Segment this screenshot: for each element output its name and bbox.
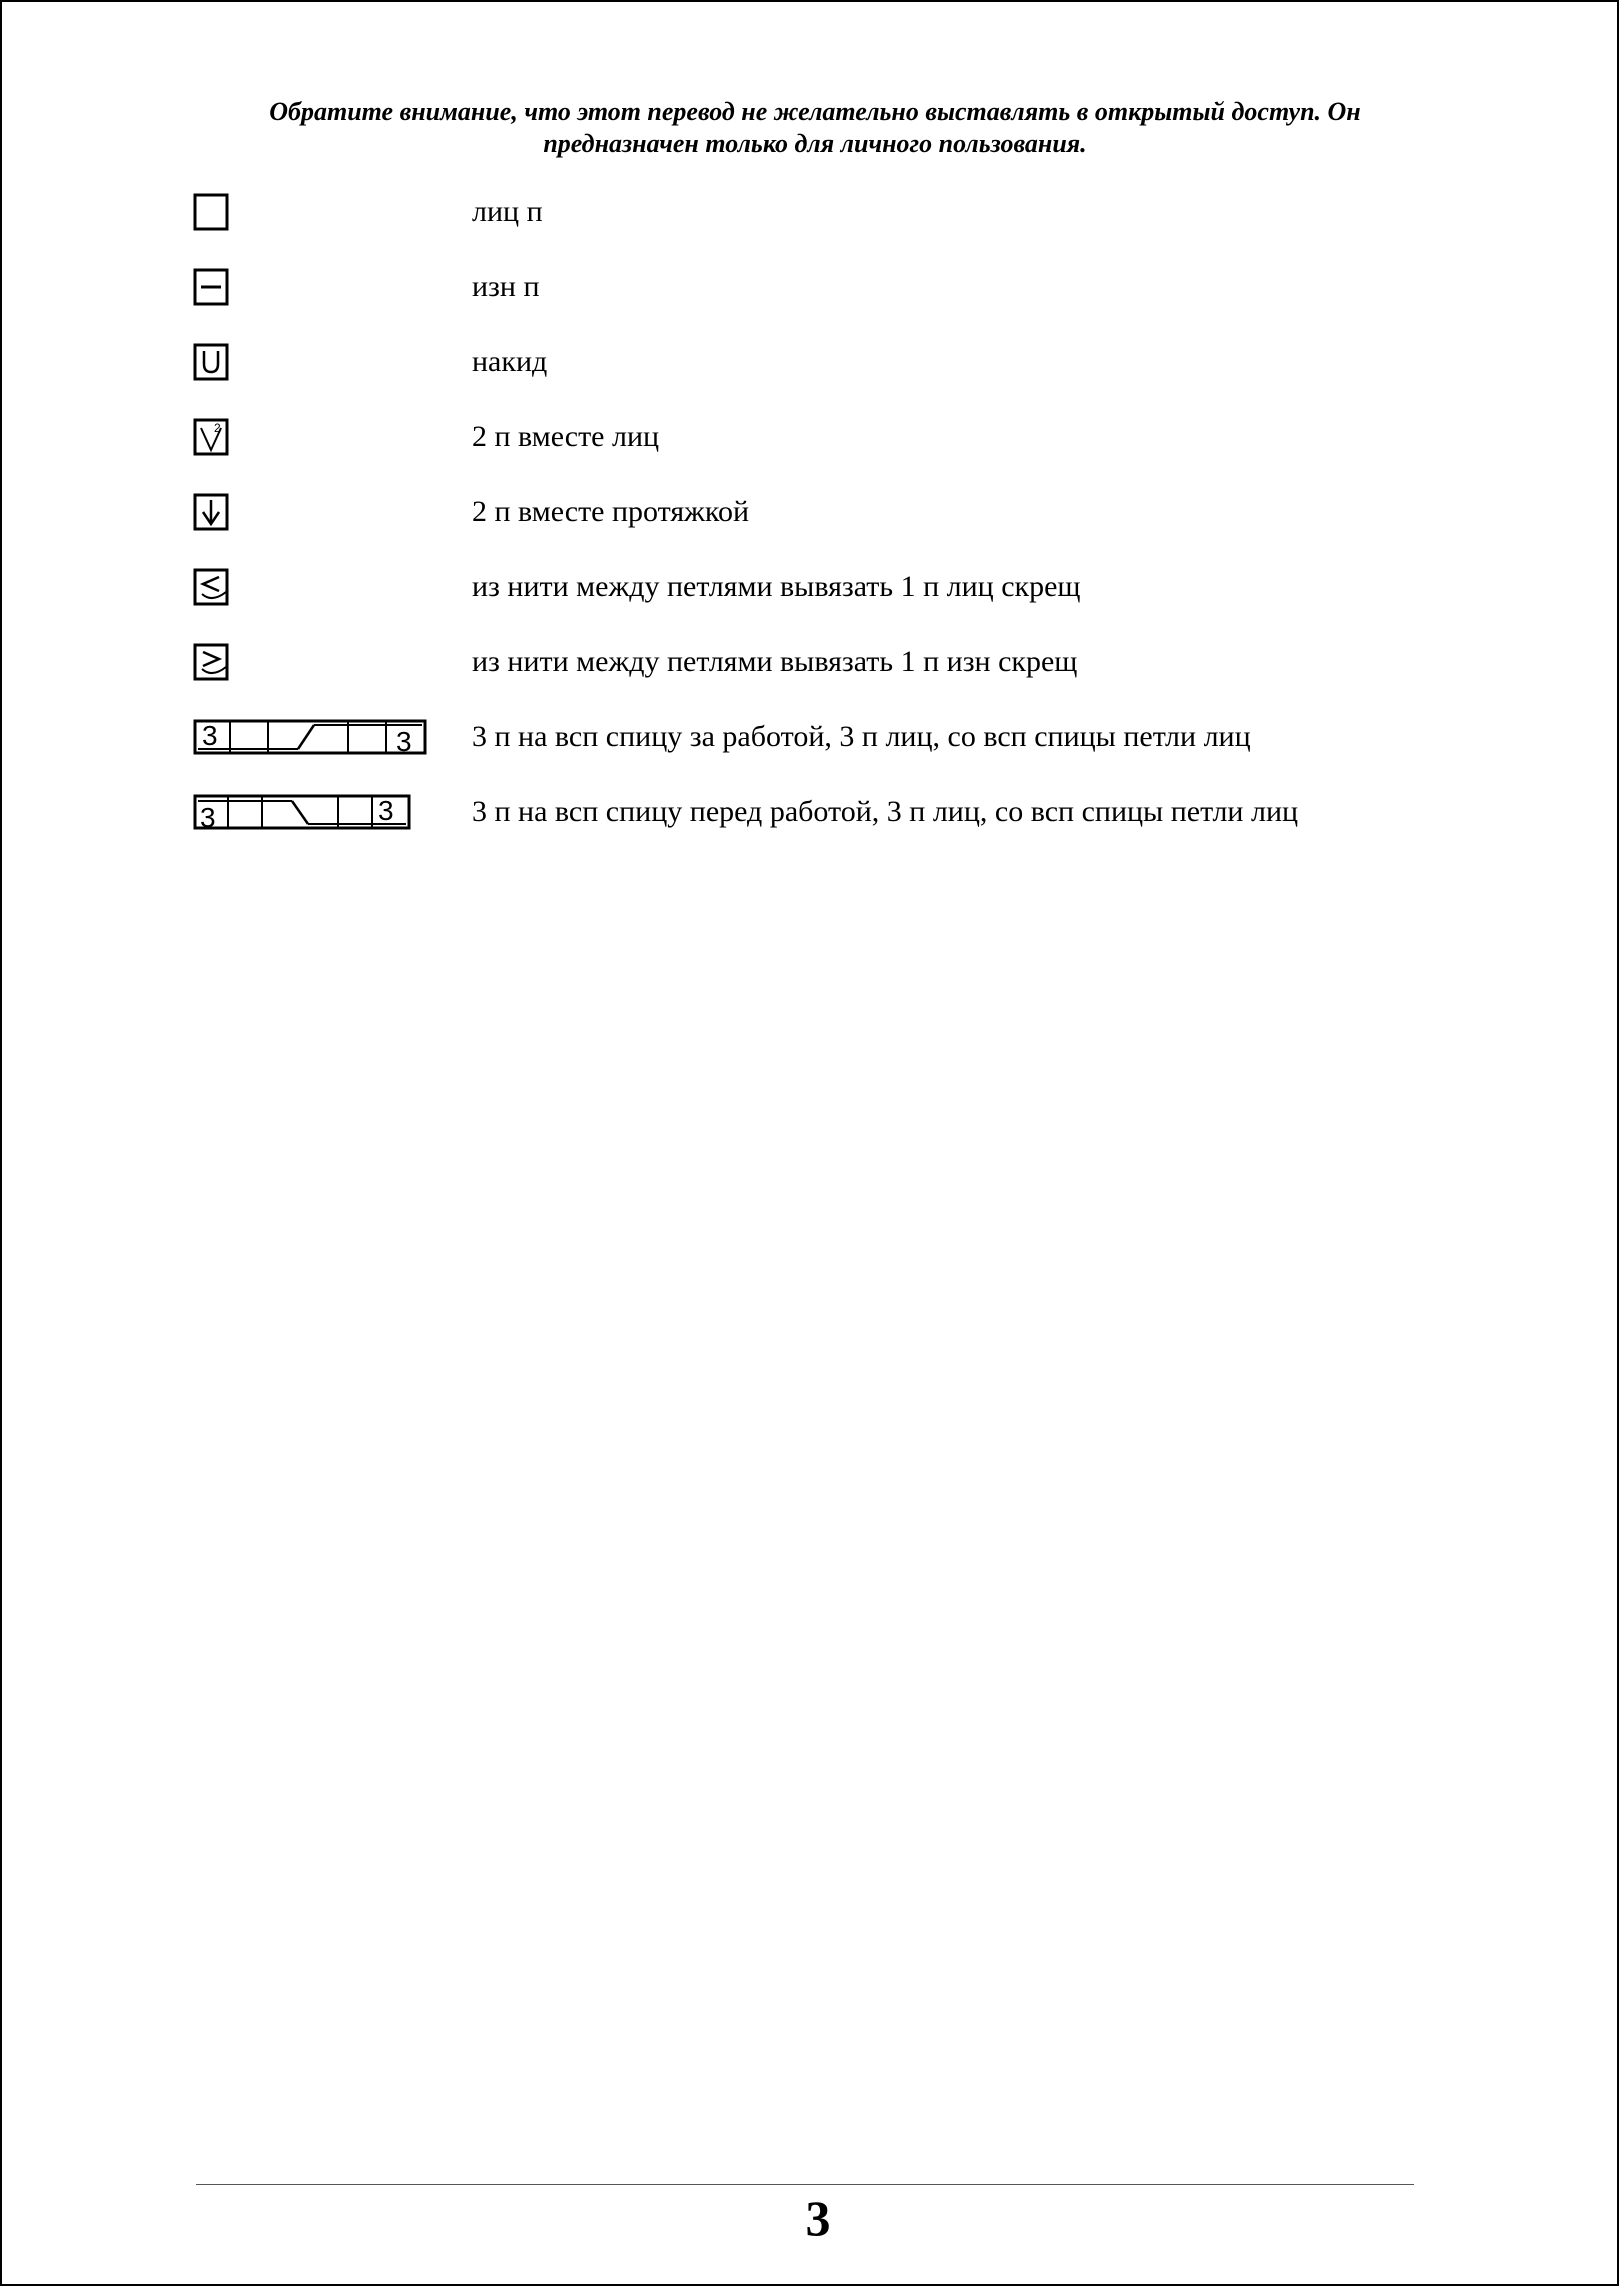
legend-row-s2kp — [192, 490, 1492, 534]
legend-label: изн п — [472, 270, 540, 303]
footer-divider — [196, 2184, 1414, 2185]
cable-number: 3 — [202, 720, 218, 751]
legend-label: 2 п вместе лиц — [472, 420, 660, 453]
legend-label: 3 п на всп спицу за работой, 3 п лиц, со всп спицы петли лиц — [472, 720, 1251, 753]
cable-3x3-right-icon — [192, 715, 428, 759]
s2kp-icon — [192, 490, 232, 534]
k2tog-icon — [192, 415, 232, 459]
legend-row-knit — [192, 190, 1492, 234]
knit-stitch-icon — [192, 190, 232, 234]
cable-3x3-left-icon — [192, 790, 412, 834]
yarn-over-icon — [192, 340, 232, 384]
page-number: 3 — [805, 2190, 831, 2246]
legend-label: 3 п на всп спицу перед работой, 3 п лиц, со всп спицы петли лиц — [472, 795, 1299, 828]
cable-number: 3 — [396, 726, 412, 757]
legend-label: накид — [472, 345, 548, 378]
make-one-purl-icon — [192, 640, 232, 684]
legend-row-yarn-over — [192, 340, 1492, 384]
legend-row-cable-left — [192, 790, 1492, 834]
legend-row-purl — [192, 265, 1492, 309]
legend-label: из нити между петлями вывязать 1 п изн скрещ — [472, 645, 1078, 678]
legend-label: лиц п — [472, 195, 543, 228]
symbol-legend — [0, 0, 1619, 900]
legend-row-make-one-left — [192, 565, 1492, 609]
legend-row-k2tog — [192, 415, 1492, 459]
k2tog-mark: 2 — [214, 421, 221, 435]
cable-number: 3 — [378, 795, 394, 826]
usage-notice: Обратите внимание, что этот перевод не желательно выставлять в открытый доступ. Он предназначен только для личного пользования. — [269, 97, 1361, 158]
purl-stitch-icon — [192, 265, 232, 309]
legend-label: из нити между петлями вывязать 1 п лиц скрещ — [472, 570, 1081, 603]
legend-row-cable-right — [192, 715, 1492, 759]
make-one-left-icon — [192, 565, 232, 609]
legend-row-make-one-purl — [192, 640, 1492, 684]
cable-number: 3 — [200, 802, 216, 833]
legend-label: 2 п вместе протяжкой — [472, 495, 750, 528]
